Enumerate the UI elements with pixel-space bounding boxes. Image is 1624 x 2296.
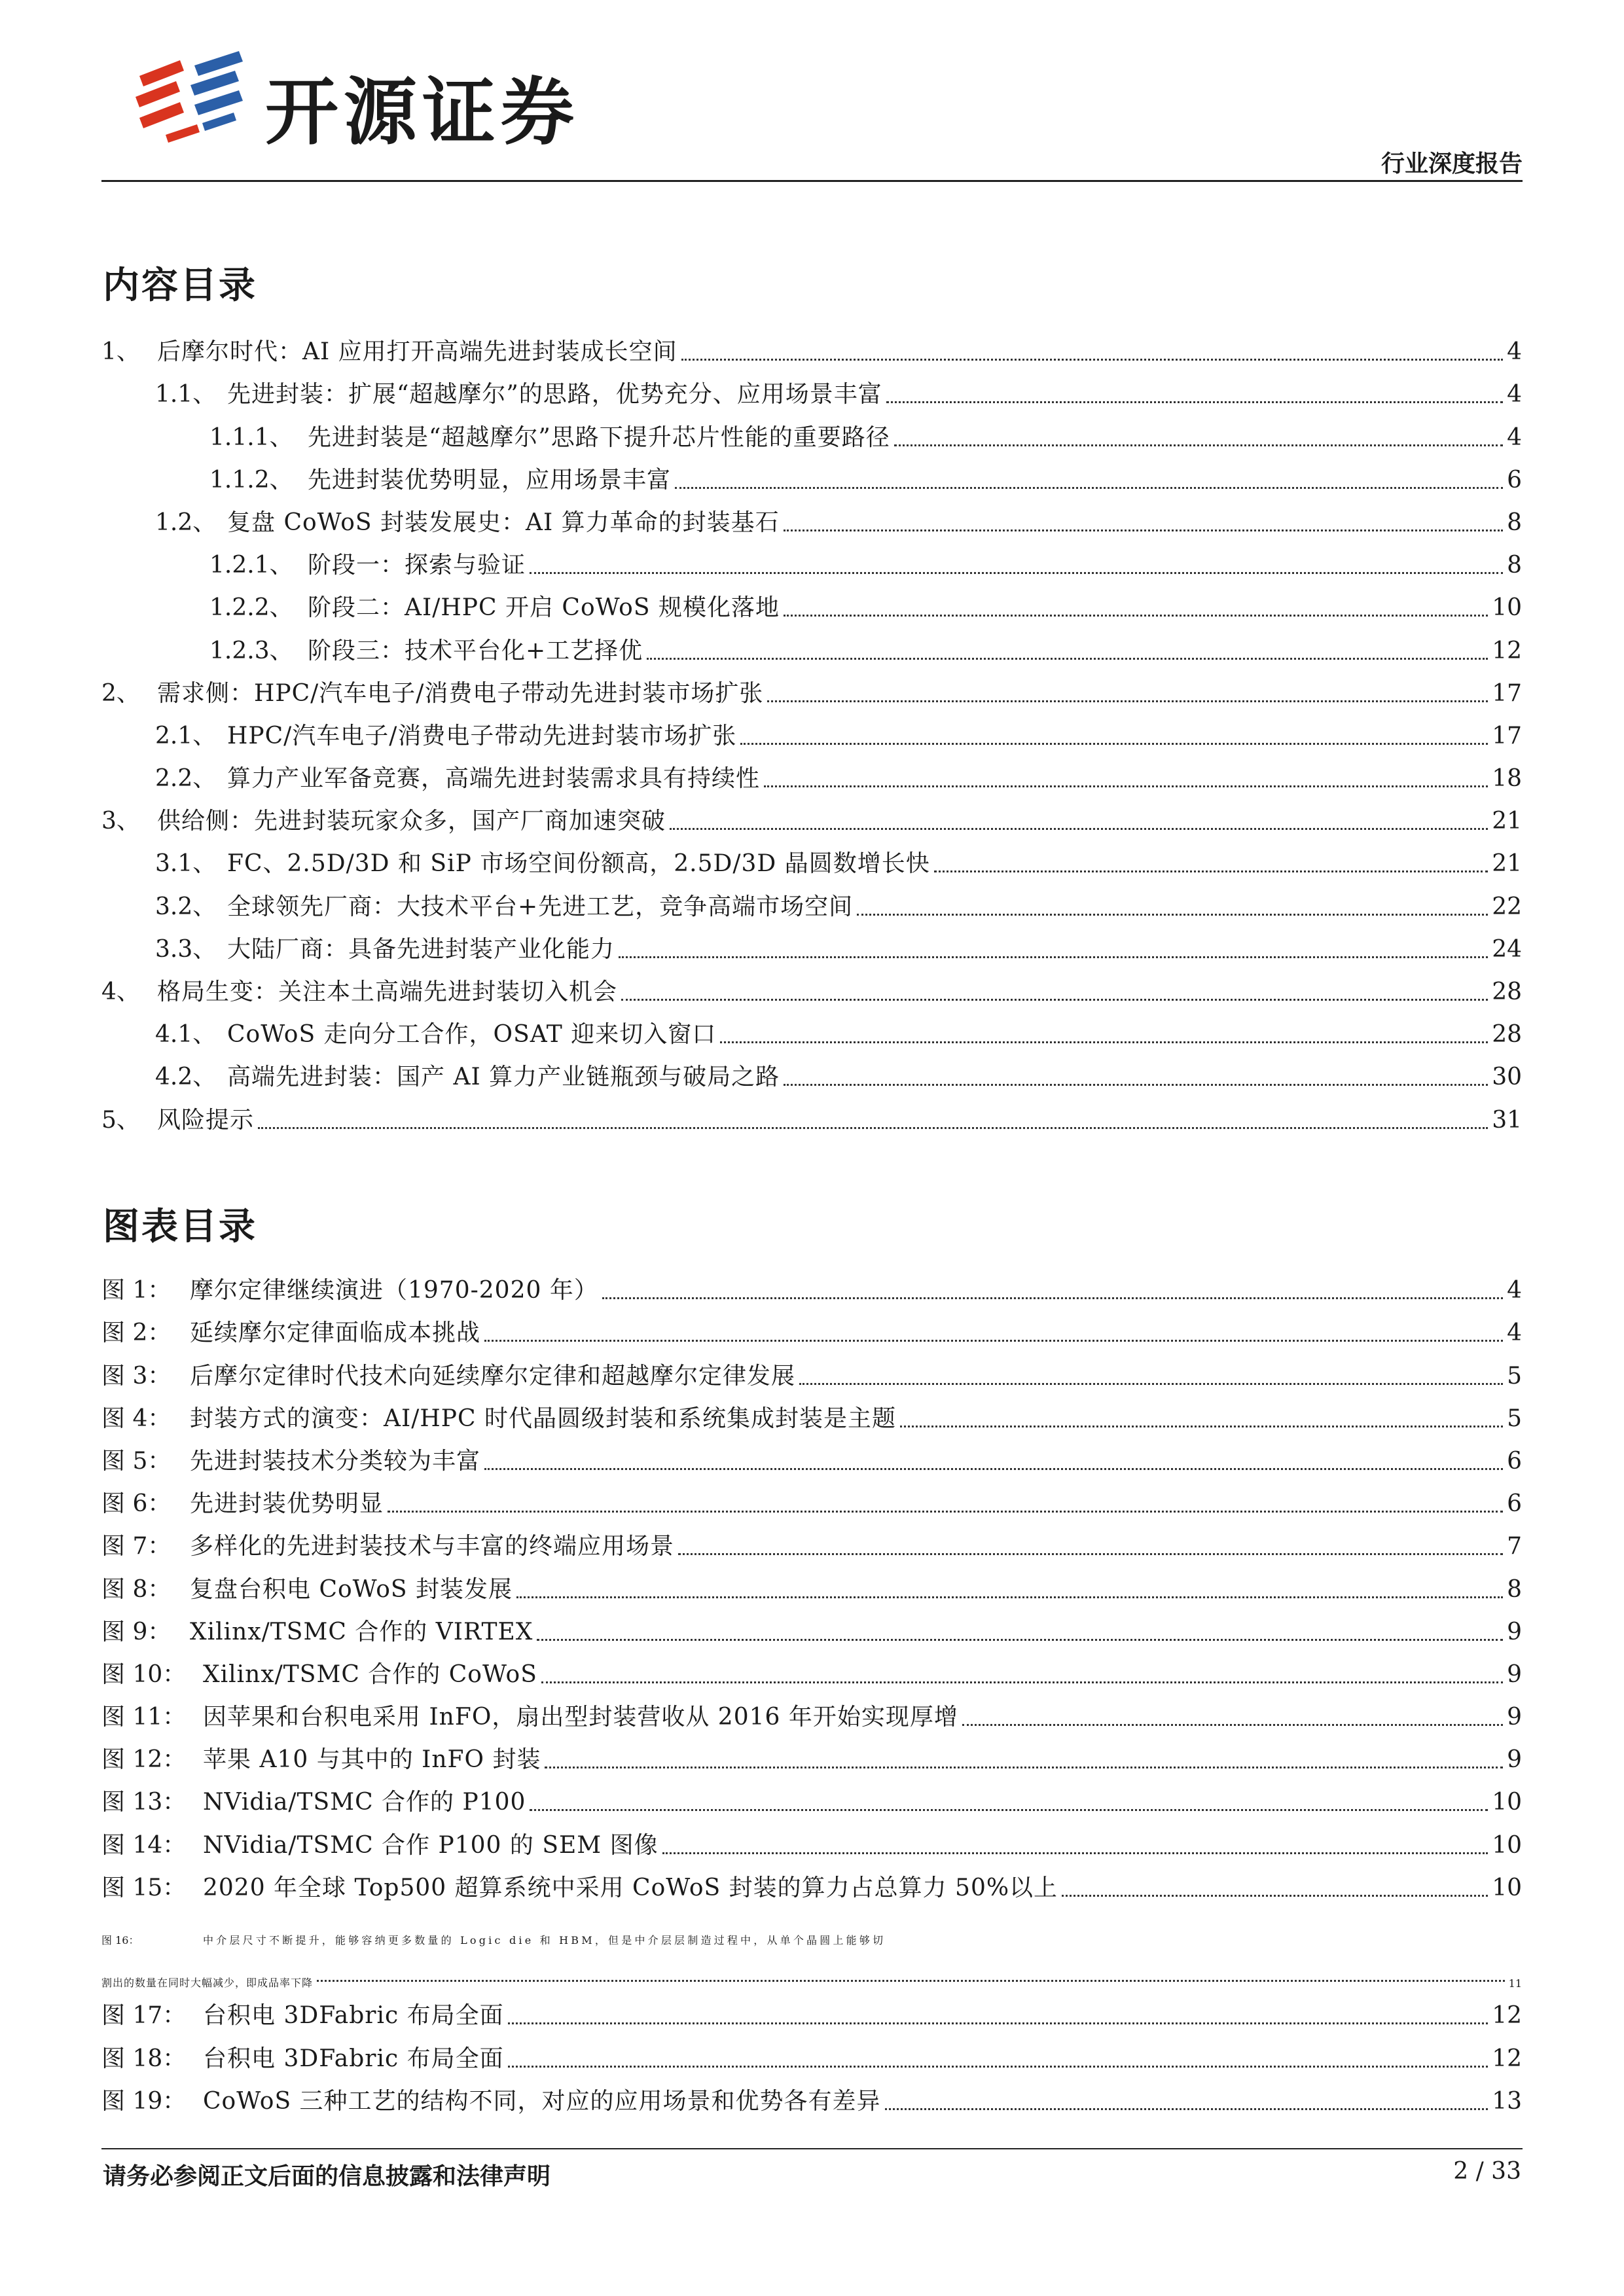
toc-entry-title: 后摩尔时代：AI 应用打开高端先进封装成长空间	[157, 338, 677, 366]
kaiyuan-logo-icon	[134, 51, 249, 143]
figure-entry-number: 图 6：	[101, 1490, 171, 1518]
dot-leader	[508, 2022, 1489, 2024]
figure-entry-page: 7	[1507, 1533, 1522, 1560]
dot-leader	[662, 1852, 1489, 1854]
toc-entry[interactable]	[101, 838, 1522, 880]
toc-entry-title: 先进封装是“超越摩尔”思路下提升芯片性能的重要路径	[308, 423, 890, 451]
toc-entry[interactable]	[101, 795, 1522, 838]
figure-entry-wrapped[interactable]	[101, 1905, 1522, 1990]
figure-entry-title: 2020 年全球 Top500 超算系统中采用 CoWoS 封装的算力占总算力 50%以上	[203, 1874, 1058, 1901]
figure-entry-title: 后摩尔定律时代技术向延续摩尔定律和超越摩尔定律发展	[190, 1362, 796, 1390]
dot-leader	[784, 614, 1488, 617]
figure-entry-title: 苹果 A10 与其中的 InFO 封装	[203, 1746, 541, 1774]
toc-entry-number: 3、	[101, 808, 140, 835]
dot-leader	[681, 358, 1503, 361]
figure-entry-title: NVidia/TSMC 合作 P100 的 SEM 图像	[203, 1831, 659, 1859]
toc-entry-number: 4.1、	[155, 1021, 217, 1049]
brand-name: 开源证券	[265, 70, 579, 155]
dot-leader	[317, 1979, 1505, 1982]
dot-leader	[934, 870, 1488, 872]
toc-entry-title: 算力产业军备竞赛，高端先进封装需求具有持续性	[227, 765, 761, 793]
toc-entry[interactable]	[101, 326, 1522, 368]
header-divider	[101, 180, 1523, 182]
figure-entry-title: NVidia/TSMC 合作的 P100	[203, 1789, 526, 1816]
dot-leader	[258, 1126, 1488, 1129]
toc-entry-title: 先进封装优势明显，应用场景丰富	[308, 466, 672, 493]
figure-entry[interactable]	[101, 1734, 1522, 1776]
figure-entry[interactable]	[101, 1691, 1522, 1734]
figure-entry-title: 摩尔定律继续演进（1970-2020 年）	[190, 1277, 598, 1304]
toc-entry-page: 28	[1492, 1021, 1522, 1049]
dot-leader	[602, 1297, 1503, 1299]
figure-entry-number: 图 8：	[101, 1575, 171, 1603]
legal-disclaimer: 请务必参阅正文后面的信息披露和法律声明	[103, 2163, 551, 2190]
dot-leader	[799, 1382, 1503, 1385]
toc-entry-title: 风险提示	[157, 1106, 255, 1134]
dot-leader	[388, 1510, 1503, 1513]
toc-entry-page: 4	[1507, 423, 1522, 451]
figure-entry-page: 10	[1492, 1789, 1522, 1816]
dot-leader	[508, 2065, 1489, 2068]
toc-entry-page: 22	[1492, 893, 1522, 920]
figure-entry[interactable]	[101, 2032, 1522, 2075]
toc-entry-number: 2.2、	[155, 765, 217, 793]
toc-entry[interactable]	[101, 924, 1522, 966]
toc-entry-page: 17	[1492, 722, 1522, 749]
toc-entry[interactable]	[101, 753, 1522, 795]
figure-entry-page: 4	[1507, 1277, 1522, 1304]
toc-entry-number: 1.1.1、	[209, 423, 293, 451]
figure-entry-number: 图 5：	[101, 1447, 171, 1475]
toc-entry-page: 21	[1492, 850, 1522, 878]
dot-leader	[530, 571, 1503, 574]
dot-leader	[784, 529, 1503, 531]
figure-entry[interactable]	[101, 1563, 1522, 1605]
toc-entry-page: 24	[1492, 935, 1522, 963]
figure-entry-title: Xilinx/TSMC 合作的 CoWoS	[203, 1660, 537, 1688]
toc-entry[interactable]	[101, 1051, 1522, 1094]
toc-entry-page: 10	[1492, 594, 1522, 622]
dot-leader	[484, 1467, 1503, 1470]
figure-index-title: 图表目录	[103, 1206, 257, 1248]
figure-entry-page: 9	[1507, 1746, 1522, 1774]
toc-entry-page: 4	[1507, 338, 1522, 366]
figure-index-list	[101, 1265, 1522, 2118]
toc-entry[interactable]	[101, 368, 1522, 411]
figure-entry-number: 图 7：	[101, 1533, 171, 1560]
figure-entry-page: 12	[1492, 2045, 1522, 2072]
figure-entry-page: 10	[1492, 1874, 1522, 1901]
figure-entry[interactable]	[101, 1990, 1522, 2032]
toc-entry-page: 12	[1492, 637, 1522, 664]
figure-entry-page: 11	[1508, 1977, 1522, 1990]
figure-entry-page: 8	[1507, 1575, 1522, 1603]
figure-entry-title-line2: 割出的数量在同时大幅减少，即成品率下降	[101, 1977, 314, 1990]
figure-entry-number: 图 12：	[101, 1746, 187, 1774]
toc-entry-title: 全球领先厂商：大技术平台+先进工艺，竞争高端市场空间	[227, 893, 854, 920]
toc-title: 内容目录	[103, 264, 257, 307]
toc-entry-number: 3.1、	[155, 850, 217, 878]
toc-entry-number: 1.2.2、	[209, 594, 293, 622]
figure-entry[interactable]	[101, 1649, 1522, 1691]
figure-entry-number: 图 4：	[101, 1405, 171, 1432]
toc-entry[interactable]	[101, 880, 1522, 923]
figure-entry-number: 图 3：	[101, 1362, 171, 1390]
figure-entry-page: 10	[1492, 1831, 1522, 1859]
toc-entry[interactable]	[101, 1094, 1522, 1136]
toc-entry-number: 2.1、	[155, 722, 217, 749]
dot-leader	[530, 1808, 1488, 1811]
figure-entry[interactable]	[101, 1307, 1522, 1350]
figure-entry-page: 9	[1507, 1618, 1522, 1645]
dot-leader	[1062, 1894, 1488, 1897]
toc-entry-number: 2、	[101, 679, 140, 707]
toc-entry-page: 28	[1492, 978, 1522, 1005]
toc-entry-title: 大陆厂商：具备先进封装产业化能力	[227, 935, 615, 963]
dot-leader	[740, 742, 1488, 745]
toc-entry[interactable]	[101, 1009, 1522, 1051]
figure-entry-title-line1: 中介层尺寸不断提升，能够容纳更多数量的 Logic die 和 HBM，但是中介层层制造过程中，从单个晶圆上能够切	[203, 1934, 886, 1946]
figure-entry[interactable]	[101, 1265, 1522, 1307]
figure-entry-title: 复盘台积电 CoWoS 封装发展	[190, 1575, 513, 1603]
dot-leader	[675, 486, 1503, 489]
figure-entry-number: 图 18：	[101, 2045, 187, 2072]
figure-entry-number: 图 14：	[101, 1831, 187, 1859]
dot-leader	[720, 1041, 1488, 1043]
toc-entry-page: 8	[1507, 552, 1522, 579]
toc-entry[interactable]	[101, 710, 1522, 753]
toc-list	[101, 326, 1522, 1137]
figure-entry-page: 5	[1507, 1362, 1522, 1390]
figure-entry-number: 图 19：	[101, 2087, 187, 2115]
dot-leader	[537, 1638, 1503, 1641]
dot-leader	[784, 1083, 1488, 1086]
figure-entry-title: 多样化的先进封装技术与丰富的终端应用场景	[190, 1533, 675, 1560]
figure-entry-number: 图 1：	[101, 1277, 171, 1304]
toc-entry-title: 高端先进封装：国产 AI 算力产业链瓶颈与破局之路	[227, 1064, 780, 1091]
figure-entry-page: 4	[1507, 1319, 1522, 1347]
toc-entry-title: FC、2.5D/3D 和 SiP 市场空间份额高，2.5D/3D 晶圆数增长快	[227, 850, 930, 878]
toc-entry-title: 需求侧：HPC/汽车电子/消费电子带动先进封装市场扩张	[157, 679, 764, 707]
toc-entry[interactable]	[101, 411, 1522, 454]
figure-entry-page: 13	[1492, 2087, 1522, 2115]
toc-entry-number: 1.2、	[155, 509, 217, 536]
dot-leader	[619, 956, 1488, 958]
toc-entry-page: 21	[1492, 808, 1522, 835]
dot-leader	[670, 827, 1488, 830]
dot-leader	[857, 913, 1488, 916]
toc-entry-page: 18	[1492, 765, 1522, 793]
figure-entry-number: 图 10：	[101, 1660, 187, 1688]
dot-leader	[621, 998, 1488, 1001]
dot-leader	[484, 1339, 1503, 1342]
toc-entry-title: 阶段三：技术平台化+工艺择优	[308, 637, 643, 664]
figure-entry-page: 12	[1492, 2002, 1522, 2030]
figure-entry-title: 台积电 3DFabric 布局全面	[203, 2045, 504, 2072]
dot-leader	[885, 2108, 1489, 2110]
toc-entry-page: 6	[1507, 466, 1522, 493]
figure-entry[interactable]	[101, 1478, 1522, 1520]
figure-entry-title: CoWoS 三种工艺的结构不同，对应的应用场景和优势各有差异	[203, 2087, 881, 2115]
figure-entry-number: 图 2：	[101, 1319, 171, 1347]
figure-entry-number: 图 11：	[101, 1704, 187, 1731]
toc-entry[interactable]	[101, 582, 1522, 624]
page-number: 2 / 33	[1453, 2158, 1521, 2185]
toc-entry-number: 4.2、	[155, 1064, 217, 1091]
figure-entry[interactable]	[101, 1350, 1522, 1392]
footer-divider	[101, 2148, 1523, 2149]
figure-entry[interactable]	[101, 1435, 1522, 1478]
figure-entry[interactable]	[101, 1776, 1522, 1819]
figure-entry-title: Xilinx/TSMC 合作的 VIRTEX	[190, 1618, 533, 1645]
dot-leader	[894, 444, 1503, 446]
dot-leader	[962, 1723, 1503, 1726]
figure-entry-number: 图 15：	[101, 1874, 187, 1901]
toc-entry-number: 1.1、	[155, 381, 217, 408]
figure-entry-number: 图 17：	[101, 2002, 187, 2030]
dot-leader	[886, 401, 1503, 403]
toc-entry[interactable]	[101, 539, 1522, 582]
toc-entry[interactable]	[101, 668, 1522, 710]
toc-entry-page: 30	[1492, 1064, 1522, 1091]
toc-entry-number: 5、	[101, 1106, 140, 1134]
toc-entry-page: 8	[1507, 509, 1522, 536]
figure-entry-page: 6	[1507, 1447, 1522, 1475]
toc-entry-number: 3.3、	[155, 935, 217, 963]
toc-entry-page: 4	[1507, 381, 1522, 408]
figure-entry[interactable]	[101, 1862, 1522, 1905]
figure-entry-page: 5	[1507, 1405, 1522, 1432]
toc-entry-number: 4、	[101, 978, 140, 1005]
toc-entry-title: HPC/汽车电子/消费电子带动先进封装市场扩张	[227, 722, 737, 749]
toc-entry-number: 1、	[101, 338, 140, 366]
toc-entry-title: 复盘 CoWoS 封装发展史：AI 算力革命的封装基石	[227, 509, 780, 536]
dot-leader	[767, 700, 1488, 702]
dot-leader	[647, 657, 1488, 660]
toc-entry-title: 阶段一：探索与验证	[308, 552, 526, 579]
figure-entry-title: 延续摩尔定律面临成本挑战	[190, 1319, 481, 1347]
figure-entry[interactable]	[101, 1819, 1522, 1861]
toc-entry-number: 3.2、	[155, 893, 217, 920]
toc-entry-title: 先进封装：扩展“超越摩尔”的思路，优势充分、应用场景丰富	[227, 381, 882, 408]
toc-entry[interactable]	[101, 624, 1522, 667]
figure-entry[interactable]	[101, 1520, 1522, 1563]
figure-entry-page: 9	[1507, 1704, 1522, 1731]
toc-entry[interactable]	[101, 454, 1522, 497]
figure-entry-title: 先进封装优势明显	[190, 1490, 384, 1518]
dot-leader	[900, 1425, 1503, 1427]
dot-leader	[545, 1766, 1503, 1768]
figure-entry-title: 台积电 3DFabric 布局全面	[203, 2002, 504, 2030]
toc-entry-title: CoWoS 走向分工合作，OSAT 迎来切入窗口	[227, 1021, 717, 1049]
figure-entry-title: 因苹果和台积电采用 InFO，扇出型封装营收从 2016 年开始实现厚增	[203, 1704, 958, 1731]
toc-entry-page: 17	[1492, 679, 1522, 707]
figure-entry-number: 图 16：	[101, 1934, 139, 1946]
dot-leader	[764, 785, 1488, 787]
page-header	[0, 0, 1624, 190]
toc-entry[interactable]	[101, 966, 1522, 1009]
figure-entry-title: 先进封装技术分类较为丰富	[190, 1447, 481, 1475]
toc-entry-page: 31	[1492, 1106, 1522, 1134]
toc-entry-title: 阶段二：AI/HPC 开启 CoWoS 规模化落地	[308, 594, 780, 622]
toc-entry-number: 1.2.3、	[209, 637, 293, 664]
figure-entry[interactable]	[101, 2075, 1522, 2118]
figure-entry[interactable]	[101, 1393, 1522, 1435]
dot-leader	[678, 1552, 1503, 1555]
figure-entry-page: 6	[1507, 1490, 1522, 1518]
dot-leader	[516, 1596, 1503, 1598]
figure-entry[interactable]	[101, 1606, 1522, 1649]
toc-entry[interactable]	[101, 497, 1522, 539]
report-type-label: 行业深度报告	[1380, 151, 1523, 177]
toc-entry-number: 1.1.2、	[209, 466, 293, 493]
toc-entry-title: 供给侧：先进封装玩家众多，国产厂商加速突破	[157, 808, 666, 835]
figure-entry-number: 图 13：	[101, 1789, 187, 1816]
dot-leader	[541, 1681, 1503, 1683]
toc-entry-number: 1.2.1、	[209, 552, 293, 579]
toc-entry-title: 格局生变：关注本土高端先进封装切入机会	[157, 978, 618, 1005]
figure-entry-page: 9	[1507, 1660, 1522, 1688]
figure-entry-title: 封装方式的演变：AI/HPC 时代晶圆级封装和系统集成封装是主题	[190, 1405, 896, 1432]
figure-entry-number: 图 9：	[101, 1618, 171, 1645]
